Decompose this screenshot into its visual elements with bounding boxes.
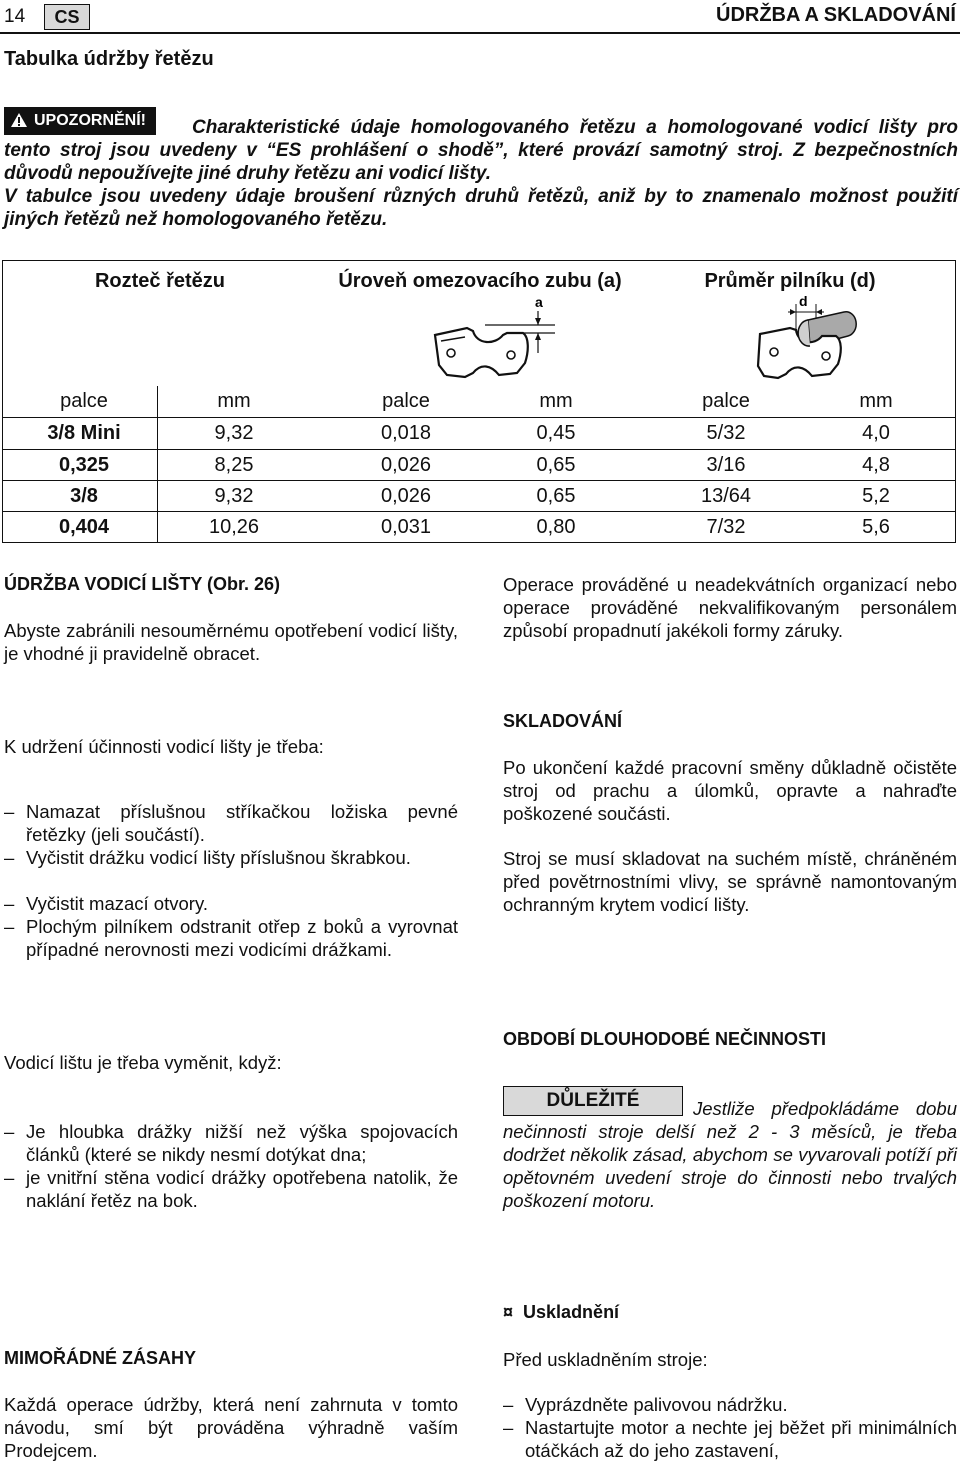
storing-heading [503, 1302, 619, 1323]
table-column-rule [157, 386, 158, 542]
bar-maintenance-heading: ÚDRŽBA VODICÍ LIŠTY (Obr. 26) [4, 574, 281, 594]
cell-file-mm: 5,6 [862, 516, 890, 538]
cell-gauge-mm: 0,45 [536, 422, 576, 444]
unit-file-mm: mm [859, 390, 893, 412]
list-item: – je vnitřní stěna vodicí drážky opotřebena natolik, že naklání řetěz na bok. [4, 1167, 458, 1211]
unit-pitch-mm: mm [217, 390, 251, 412]
depth-gauge-diagram [425, 293, 560, 385]
cell-file-inch: 13/64 [700, 485, 752, 507]
label-a: a [535, 294, 543, 310]
table-rule [2, 511, 956, 512]
header-depth-gauge: Úroveň omezovacího zubu (a) [338, 270, 622, 292]
warning-badge-label: UPOZORNĚNÍ! [34, 112, 146, 129]
page-number: 14 [4, 6, 26, 27]
section-title: Tabulka údržby řetězu [4, 48, 214, 70]
cell-pitch-mm: 8,25 [214, 454, 254, 476]
cell-gauge-inch: 0,026 [380, 454, 432, 476]
list-item: – Je hloubka drážky nižší než výška spojovacích článků (které se nikdy nesmí dotýkat dna; [4, 1121, 458, 1165]
language-badge: CS [44, 4, 90, 30]
header-divider [0, 32, 960, 34]
cell-file-mm: 5,2 [862, 485, 890, 507]
table-rule [2, 449, 956, 450]
cell-file-inch: 3/16 [706, 454, 746, 476]
warning-line-1: Charakteristické údaje homologovaného řetězu a homologované vodicí lišty pro tento stroj jsou uvedeny v “ES prohlášení o shodě”, které provází samotný stroj. Z bezpečnostních důvodů nepoužívejte jiné druhy řetězu ani vodicí lišty. [4, 117, 958, 184]
bar-efficiency-intro: K udržení účinnosti vodicí lišty je třeba: [4, 736, 324, 757]
warning-badge [4, 107, 156, 135]
cell-gauge-mm: 0,65 [536, 485, 576, 507]
file-diameter-diagram [748, 290, 860, 385]
cell-pitch: 0,404 [58, 516, 110, 538]
bar-replace-intro: Vodicí lištu je třeba vyměnit, když: [4, 1052, 282, 1073]
table-rule [2, 417, 956, 418]
cell-pitch-mm: 9,32 [214, 485, 254, 507]
cell-file-mm: 4,0 [862, 422, 890, 444]
header-chain-pitch: Rozteč řetězu [94, 270, 226, 292]
cell-gauge-inch: 0,031 [380, 516, 432, 538]
header-file-diameter: Průměr pilníku (d) [704, 270, 876, 292]
unit-gauge-inch: palce [382, 390, 430, 412]
list-item: – Vyčistit drážku vodicí lišty příslušnou škrabkou. [4, 847, 411, 868]
cell-gauge-mm: 0,80 [536, 516, 576, 538]
bullet-symbol: ¤ [503, 1302, 514, 1322]
list-item: – Namazat příslušnou stříkačkou ložiska pevné řetězky (jeli součástí). [4, 801, 458, 845]
cell-gauge-mm: 0,65 [536, 454, 576, 476]
table-rule [2, 480, 956, 481]
list-item: – Nastartujte motor a nechte jej běžet při minimálních otáčkách až do jeho zastavení, [503, 1417, 957, 1461]
cell-pitch-mm: 10,26 [208, 516, 260, 538]
special-heading: MIMOŘÁDNÉ ZÁSAHY [4, 1348, 196, 1368]
cell-gauge-inch: 0,026 [380, 485, 432, 507]
cell-pitch-mm: 9,32 [214, 422, 254, 444]
storage-paragraph-1: Po ukončení každé pracovní směny důkladně očistěte stroj od prachu a úlomků, opravte a nahraďte poškozené součásti. [503, 757, 957, 824]
chapter-title: ÚDRŽBA A SKLADOVÁNÍ [716, 4, 956, 26]
cell-pitch: 0,325 [58, 454, 110, 476]
warning-triangle-icon [10, 112, 28, 128]
important-text: Jestliže předpokládáme dobu nečinnosti stroje delší než 2 - 3 měsíců, je třeba dodržet několik zásad, abychom se vyvarovali potíží při opětovném uvedení stroje do činnosti nebo trvalých poškození motoru. [503, 1098, 957, 1211]
list-item: – Vyčistit mazací otvory. [4, 893, 208, 914]
important-badge: DŮLEŽITÉ [503, 1086, 683, 1116]
unit-pitch-inch: palce [60, 390, 108, 412]
warning-line-2: V tabulce jsou uvedeny údaje broušení různých druhů řetězů, aniž by to znamenalo možnost použití jiných řetězů než homologovaného řetězu. [4, 186, 958, 230]
storing-title: Uskladnění [523, 1302, 620, 1322]
cell-gauge-inch: 0,018 [380, 422, 432, 444]
special-text: Každá operace údržby, která není zahrnuta v tomto návodu, smí být prováděna výhradně vaším Prodejcem. [4, 1394, 458, 1461]
inactivity-heading: OBDOBÍ DLOUHODOBÉ NEČINNOSTI [503, 1029, 827, 1049]
storage-paragraph-2: Stroj se musí skladovat na suchém místě, chráněném před povětrnostními vlivy, se správně namontovaným ochranným krytem vodicí lišty. [503, 848, 957, 915]
cell-file-inch: 5/32 [706, 422, 746, 444]
operations-warranty-text: Operace prováděné u neadekvátních organizací nebo operace prováděné nekvalifikovaným personálem způsobí propadnutí jakékoli formy záruky. [503, 574, 957, 641]
cell-file-inch: 7/32 [706, 516, 746, 538]
cell-file-mm: 4,8 [862, 454, 890, 476]
label-d: d [799, 293, 808, 309]
list-item: – Plochým pilníkem odstranit otřep z boků a vyrovnat případné nerovnosti mezi vodicími drážkami. [4, 916, 458, 960]
unit-file-inch: palce [702, 390, 750, 412]
list-item: – Vyprázdněte palivovou nádržku. [503, 1394, 788, 1415]
storage-heading: SKLADOVÁNÍ [503, 711, 623, 731]
cell-pitch: 3/8 [70, 485, 98, 507]
cell-pitch: 3/8 Mini [47, 422, 121, 444]
bar-maintenance-intro: Abyste zabránili nesouměrnému opotřebení vodicí lišty, je vhodné ji pravidelně obracet. [4, 620, 458, 664]
unit-gauge-mm: mm [539, 390, 573, 412]
storing-intro: Před uskladněním stroje: [503, 1349, 708, 1370]
